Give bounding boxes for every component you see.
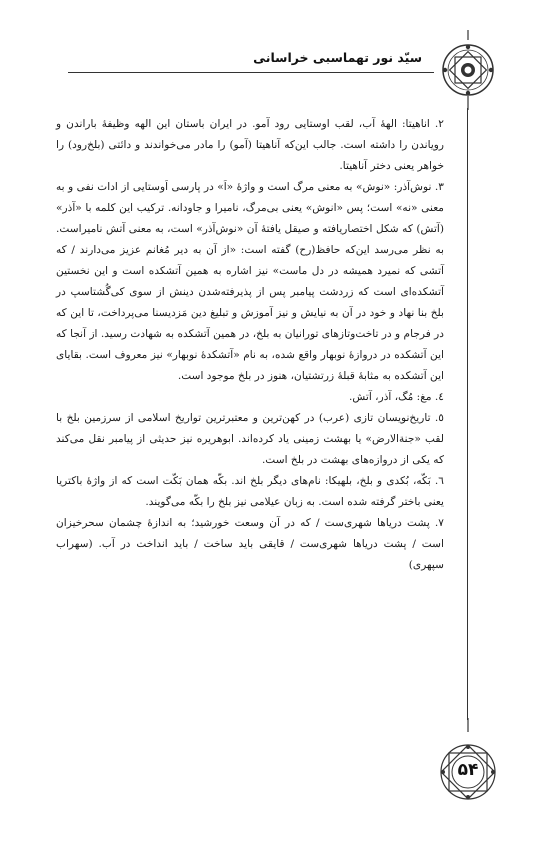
- header-rule: [68, 72, 434, 73]
- note-2: ٢. اناهیتا: الههٔ آب، لقب اوستایی رود آمو. در ایران باستان این الهه وظیفهٔ باراندن و رویاندن را داشته است. جالب این‌که آناهیتا (آمو) را مادر می‌خواندند و دائتی (بلخ‌رود) را خواهر یعنی دختر آناهیتا.: [56, 118, 444, 172]
- page-number: ۵۴: [457, 760, 479, 780]
- endnotes: [56, 114, 444, 576]
- running-title: سیّد نور تهماسبی خراسانی: [253, 50, 422, 65]
- top-ornament-icon: [440, 30, 496, 110]
- note-6: ٦. بَکّه، بُکدی و بلخ، بلهیکا: نام‌های دیگر بلخ اند. بکّه همان بَکّت است که از واژهٔ باکتریا یعنی باختر گرفته شده است. به زبان عیلامی نیز بلخ را بکّه می‌گویند.: [56, 475, 444, 508]
- note-3: ٣. نوش‌آذر: «نوش» به معنی مرگ است و واژهٔ «اَ» در پارسی اَوستایی از ادات نفی و به معنی «نه» است؛ پس «انوش» یعنی بی‌مرگ، نامیرا و جاودانه. ترکیب این کلمه با «آذر» (آتش) که شکل اختصاریافته و صیقل یافتهٔ آن «نوش‌آذر» است، به معنی آتش نامیراست. به نظر می‌رسد این‌که حافظ(رح) گفته است: «از آن به دیر مُغانم عزیز می‌دارند / که آتشی که نمیرد همیشه در دل ماست» نیز اشاره به همین آتشکده است و این نخستین آتشکده‌ای است که زردشت پیامبر پس از پذیرفته‌شدن دینش از سوی کی‌گُشتاسپ در بلخ بنا نهاد و خود در آن به نیایش و نیز آموزش و تبلیغ دین مَزدیسنا می‌پرداخت، تا این که در فرجام و در تاخت‌وتازهای تورانیان به بلخ، در همین آتشکده به شهادت رسید. از آنجا که این آتشکده در دروازهٔ نوبهار واقع شده، به نام «آتشکدهٔ نوبهار» نیز معروف است. بقایای این آتشکده به مثابهٔ قبلهٔ زرتشتیان، هنوز در بلخ موجود است.: [56, 181, 444, 382]
- note-7: ٧. پشت دریاها شهری‌ست / که در آن وسعت خورشید؛ به اندازهٔ چشمان سحرخیزان است / پشت دریاها شهری‌ست / قایقی باید ساخت / باید انداخت در آب. (سهراب سپهری): [56, 517, 444, 571]
- note-4: ٤. مغ: مُگ، آذر، آتش.: [349, 391, 444, 403]
- note-5: ٥. تاریخ‌نویسان تازی (عرب) در کهن‌ترین و معتبرترین تواریخ اسلامی از سرزمین بلخ با لقب «جنةالارض» یا بهشت زمینی یاد کرده‌اند. ابوهریره نیز حدیثی از پیامبر نقل می‌کند که یکی از دروازه‌های بهشت در بلخ است.: [56, 412, 444, 466]
- margin-rule: [467, 108, 468, 720]
